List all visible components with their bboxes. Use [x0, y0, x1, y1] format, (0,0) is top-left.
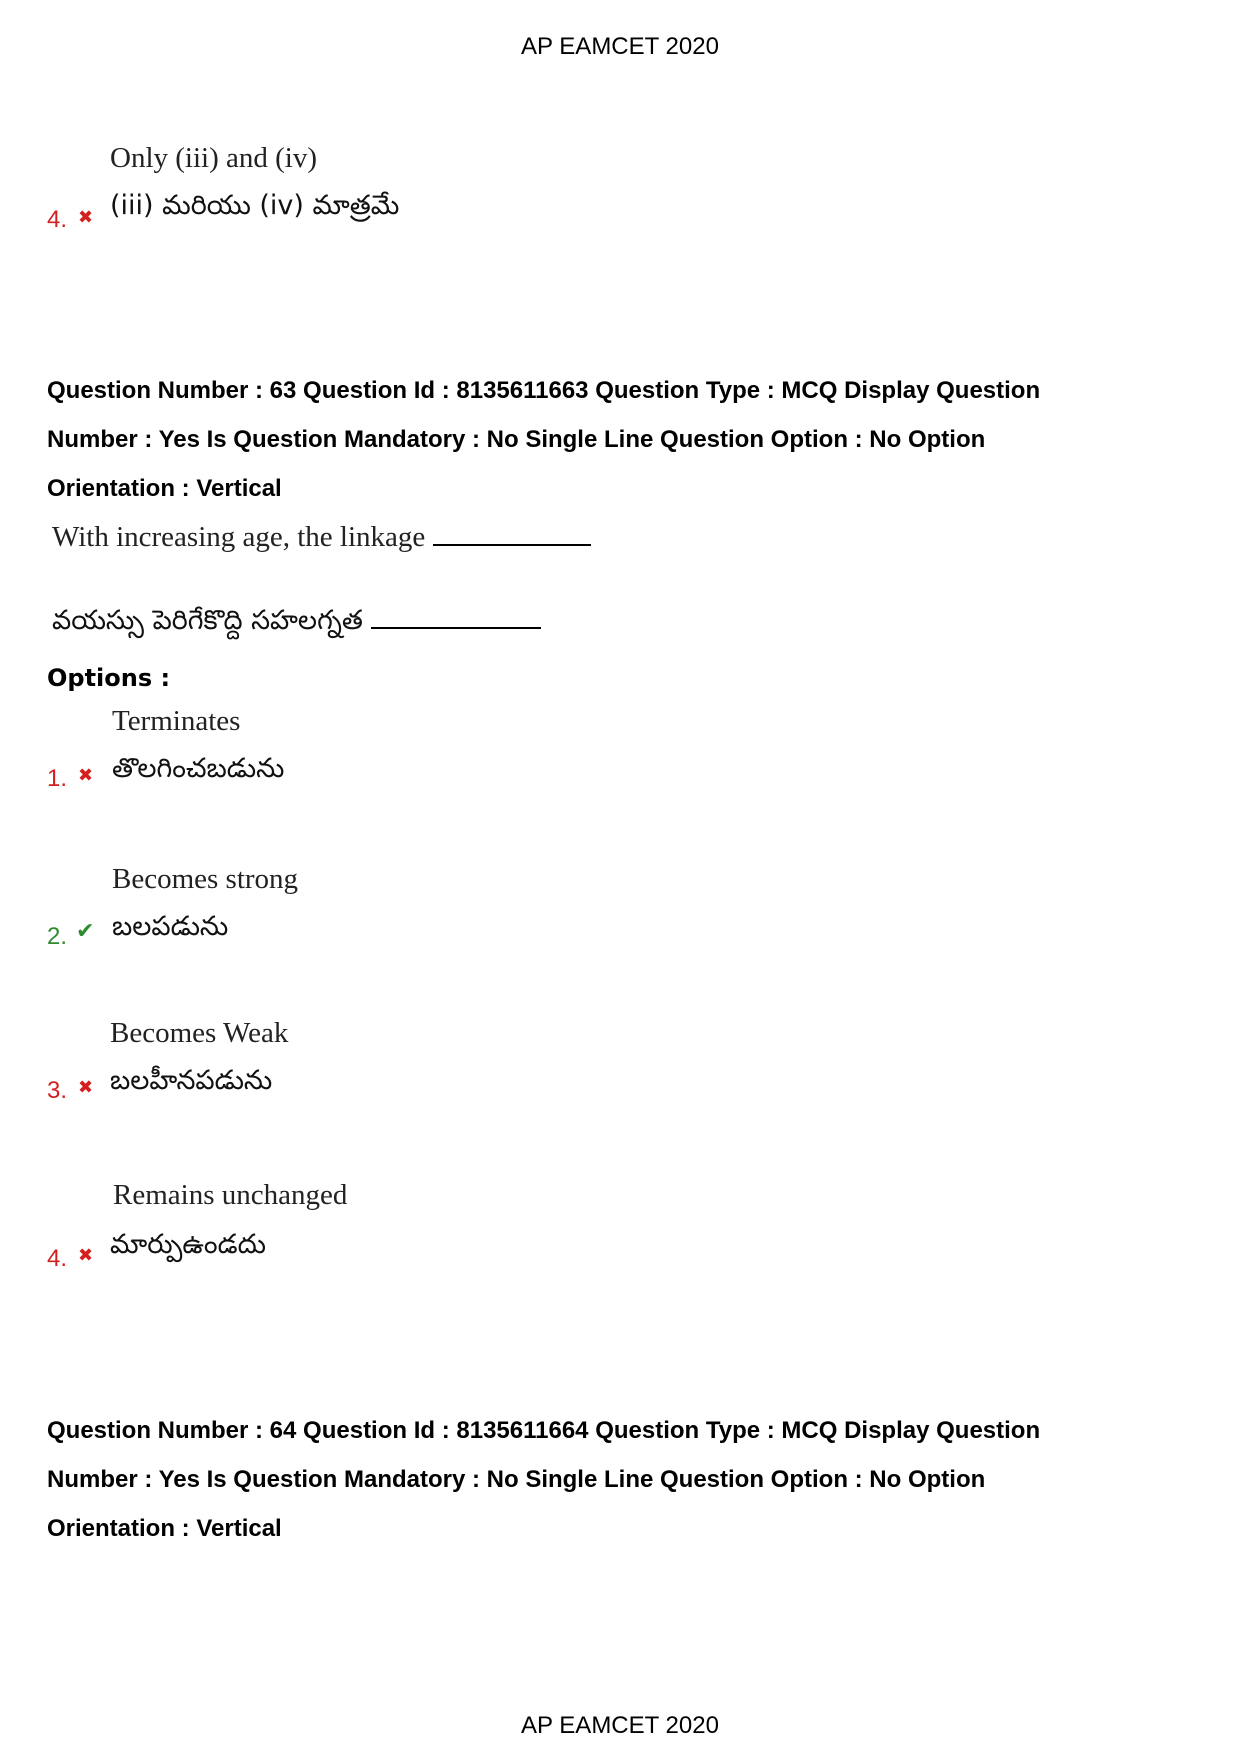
option-telugu: బలపడును [112, 911, 229, 942]
cross-icon: ✖ [78, 1245, 94, 1266]
content-flow [0, 366, 1240, 1553]
option-english: Becomes strong [112, 863, 299, 895]
previous-option [0, 140, 1240, 240]
meta-line: Number : Yes Is Question Mandatory : No Single Line Question Option : No Option [47, 1466, 986, 1493]
question-text-telugu [52, 601, 1240, 641]
options-label: Options : [47, 664, 171, 692]
answer-blank [433, 520, 591, 546]
option-number: 4. [47, 206, 68, 233]
question-64-meta [47, 1406, 1207, 1553]
page-footer: AP EAMCET 2020 [521, 1712, 719, 1739]
cross-icon: ✖ [78, 765, 94, 786]
meta-line: Question Number : 64 Question Id : 8135611664 Question Type : MCQ Display Question [47, 1417, 1041, 1444]
question-63-meta [47, 366, 1207, 513]
option-number: 3. [47, 1077, 68, 1104]
meta-line: Number : Yes Is Question Mandatory : No Single Line Question Option : No Option [47, 426, 986, 453]
option-number: 1. [47, 765, 68, 792]
question-text: వయస్సు పెరిగేకొద్ది సహలగ్నత [52, 605, 363, 636]
option-telugu: మార్పుఉండదు [110, 1229, 266, 1260]
option-english: Remains unchanged [113, 1179, 348, 1211]
option-4 [0, 1177, 1240, 1406]
option-english: Terminates [112, 705, 241, 737]
answer-blank [371, 603, 541, 629]
option-telugu: తొలగించబడును [112, 753, 285, 784]
option-2 [0, 861, 1240, 1015]
question-text: With increasing age, the linkage [52, 521, 426, 553]
option-1 [0, 703, 1240, 861]
cross-icon: ✖ [78, 1077, 94, 1098]
option-telugu: బలహీనపడును [110, 1065, 273, 1096]
check-icon: ✔ [76, 919, 95, 944]
meta-line: Orientation : Vertical [47, 475, 282, 502]
option-3 [0, 1015, 1240, 1177]
option-number: 4. [47, 1245, 68, 1272]
option-english: Becomes Weak [110, 1017, 289, 1049]
meta-line: Question Number : 63 Question Id : 8135611663 Question Type : MCQ Display Question [47, 377, 1041, 404]
option-english: Only (iii) and (iv) [110, 142, 317, 174]
option-telugu: (iii) మరియు (iv) మాత్రమే [110, 190, 400, 221]
question-text-english [52, 519, 1240, 555]
meta-line: Orientation : Vertical [47, 1515, 282, 1542]
page-header: AP EAMCET 2020 [521, 33, 719, 60]
cross-icon: ✖ [78, 207, 94, 228]
option-number: 2. [47, 923, 68, 950]
